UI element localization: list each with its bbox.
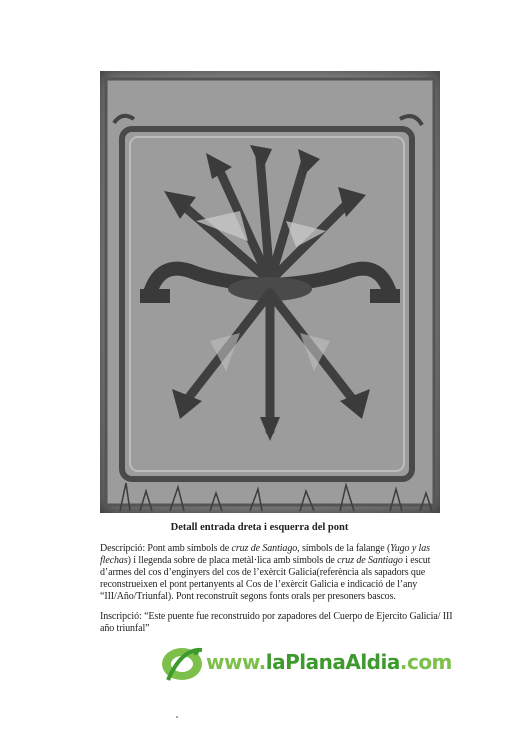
inscription-label: Inscripció:	[100, 611, 142, 622]
site-url: www.laPlanaAldia.com	[206, 650, 452, 674]
leaf-logo-icon	[160, 644, 206, 684]
description-label: Descripció:	[100, 543, 145, 554]
page-speck	[176, 716, 178, 718]
relief-photo	[100, 71, 440, 513]
inscription-paragraph: Inscripció: “Este puente fue reconstruido por zapadores del Cuerpo de Ejercito Galicia/ III año triunfal”	[100, 611, 453, 634]
photo-caption: Detall entrada dreta i esquerra del pont	[170, 522, 349, 533]
description-paragraph: Descripció: Pont amb símbols de cruz de Santiago, símbols de la falange (Yugo y las flechas) i llegenda sobre de placa metàl·lica amb símbols de cruz de Santiago i escut d’armes del cos d’enginyers del cos de l’exèrcit Galicia(referència als sapadors que reconstrueixen el pont pertanyents al Cos de l’exèrcit Galicia e indicació de l’any “III/Año/Triunfal). Pont reconstruït segons fonts orals per presoners bascos.	[100, 543, 431, 602]
relief-drawing	[100, 71, 440, 513]
site-logo[interactable]	[160, 644, 452, 684]
